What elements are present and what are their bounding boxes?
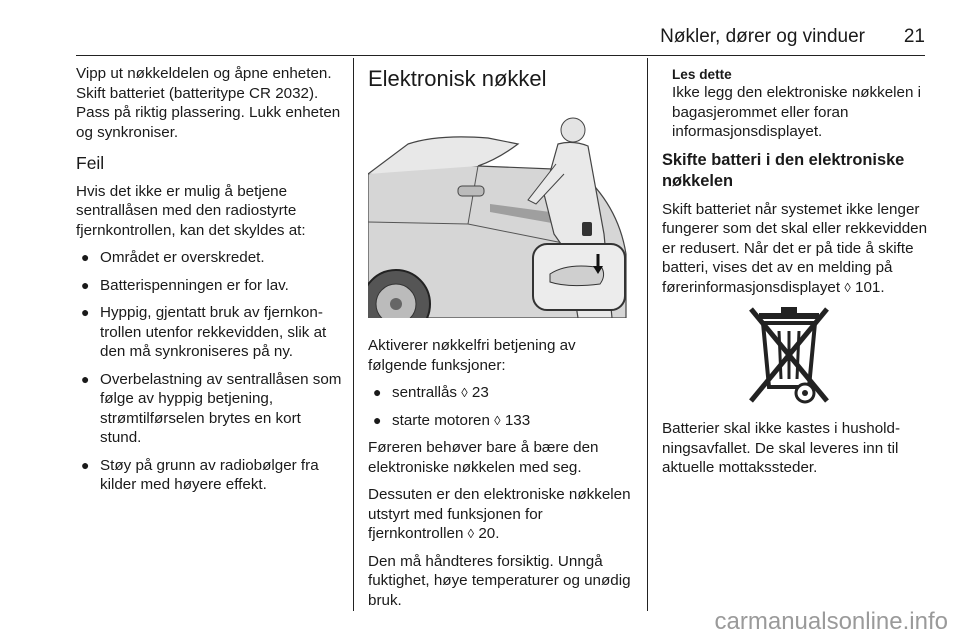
page-number: 21 — [903, 26, 925, 47]
watermark: carmanualsonline.info — [714, 608, 948, 635]
keyless-entry-illustration — [368, 104, 630, 318]
crossed-out-bin-icon — [747, 305, 831, 405]
cross-reference-icon: ◊ — [494, 412, 501, 428]
cross-reference-icon: ◊ — [467, 526, 475, 541]
cross-reference-icon: ◊ — [461, 385, 468, 400]
handling-paragraph: Den må håndteres forsiktig. Unngå fuktighet, høye temperaturer og unødig bruk. — [368, 552, 631, 609]
bullet-icon: ● — [81, 276, 90, 293]
list-item: ● Området er overskredet. — [81, 249, 265, 266]
remote-function-paragraph: Dessuten er den elektroniske nøkkelen utstyrt med funksjonen for fjernkontrollen ◊ 20. — [368, 486, 631, 542]
cross-reference-icon: ◊ — [844, 279, 851, 295]
fault-cause-list — [76, 248, 342, 495]
chapter-title: Nøkler, dører og vinduer — [660, 26, 865, 47]
column-divider-left — [353, 58, 354, 611]
page-reference-link[interactable]: 20. — [478, 525, 500, 542]
left-column — [76, 64, 342, 503]
list-item: ● Hyppig, gjentatt bruk av fjernkontrollen utenfor rekkevidden, slik at den må synkroniseres på ny. — [81, 304, 327, 360]
note-label: Les dette — [672, 67, 732, 82]
column-divider-right — [647, 58, 648, 611]
battery-change-heading: Skifte batteri i den elektroniske nøkkelen — [662, 150, 905, 190]
bullet-icon: ● — [81, 304, 90, 320]
battery-replacement-intro: Vipp ut nøkkeldelen og åpne enheten. Skift batteriet (batteritype CR 2032). Pass på riktig plassering. Lukk enheten og synkroniser. — [76, 65, 341, 141]
disposal-paragraph: Batterier skal ikke kastes i husholdningsavfallet. De skal leveres inn til aktuelle mottakssteder. — [662, 420, 901, 476]
bullet-icon: ● — [373, 384, 382, 400]
page-header — [76, 26, 925, 56]
bullet-icon: ● — [81, 456, 90, 473]
list-item: ● sentrallås ◊ 23 — [373, 384, 489, 401]
bullet-icon: ● — [373, 411, 382, 428]
keyless-function-list — [368, 383, 634, 430]
battery-change-paragraph: Skift batteriet når systemet ikke lenger fungerer som det skal eller rekkevidden er redusert. Når det er på tide å skifte batteri, vises det av en melding på førerinformasjonsdisplayet ◊ 101. — [662, 200, 928, 296]
bullet-icon: ● — [81, 370, 90, 387]
bullet-icon: ● — [81, 249, 90, 265]
middle-column — [368, 64, 634, 618]
note-box — [662, 66, 928, 142]
list-item: ● Batterispenningen er for lav. — [81, 276, 289, 294]
page-reference-link[interactable]: 133 — [504, 411, 531, 429]
page-reference-link[interactable]: 23 — [471, 384, 489, 401]
page-reference-link[interactable]: 101. — [855, 278, 885, 296]
keyless-intro: Aktiverer nøkkelfri betjening av følgende funksjoner: — [368, 337, 576, 374]
fault-intro: Hvis det ikke er mulig å betjene sentrallåsen med den radiostyrte fjernkontrollen, kan det skyldes at: — [76, 182, 306, 239]
list-item: ● Overbelastning av sentrallåsen som følge av hyppig betjening, strømtilførselen brytes en kort stund. — [81, 370, 342, 446]
fault-heading: Feil — [76, 153, 105, 173]
right-column — [662, 66, 928, 486]
list-item: ● Støy på grunn av radiobølger fra kilder med høyere effekt. — [81, 456, 319, 493]
list-item: ● starte motoren ◊ 133 — [373, 411, 531, 429]
carry-key-paragraph: Føreren behøver bare å bære den elektroniske nøkkelen med seg. — [368, 439, 599, 476]
electronic-key-heading: Elektronisk nøkkel — [368, 66, 547, 91]
header-divider — [76, 55, 925, 56]
note-text: Ikke legg den elektroniske nøkkelen i bagasjerommet eller foran informasjonsdisplayet. — [672, 84, 922, 140]
